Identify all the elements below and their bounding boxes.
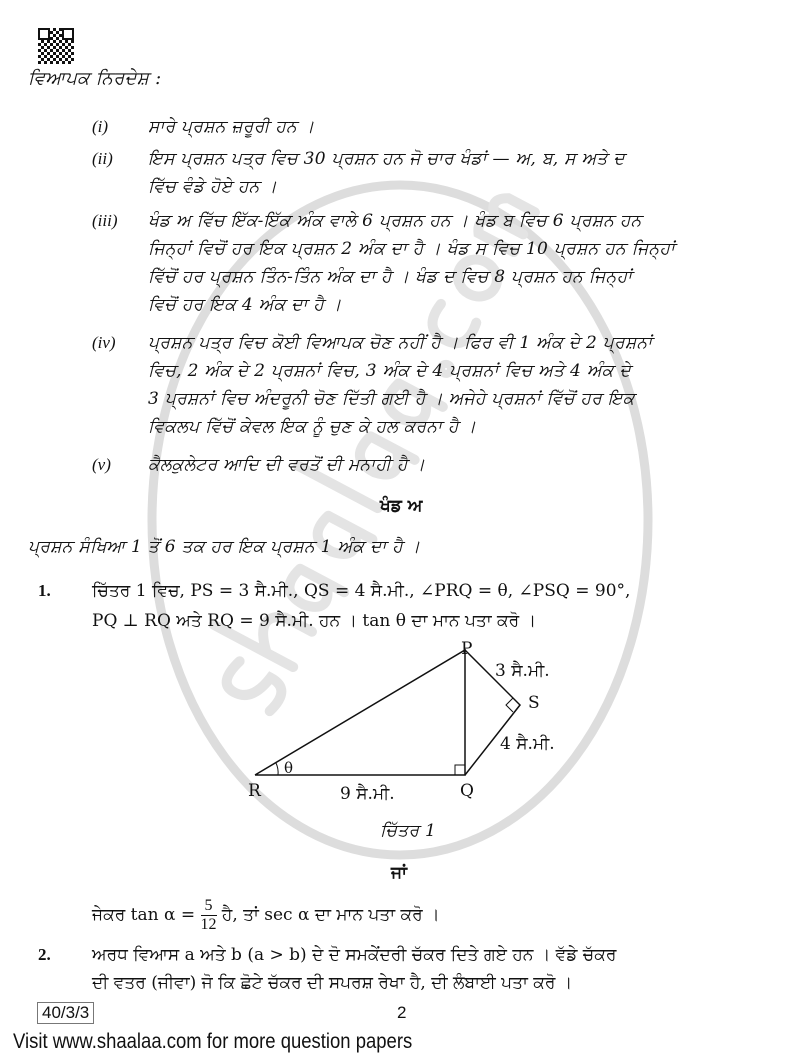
right-angle-s [506, 698, 513, 712]
question-text: PQ ⊥ RQ ਅਤੇ RQ = 9 ਸੈ.ਮੀ. ਹਨ । tan θ ਦਾ ਮਾਨ ਪਤਾ ਕਰੋ । [92, 611, 537, 631]
instruction-line: ਵਿੱਚੋਂ ਹਰ ਪ੍ਰਸ਼ਨ ਤਿੰਨ-ਤਿੰਨ ਅੰਕ ਦਾ ਹੈ । ਖੰਡ ਦ ਵਿਚ 8 ਪ੍ਰਸ਼ਨ ਹਨ ਜਿਨ੍ਹਾਂ [148, 267, 633, 287]
right-angle-q [455, 765, 465, 775]
page-number: 2 [397, 1003, 407, 1022]
instruction-line: ਖੰਡ ਅ ਵਿੱਚ ਇੱਕ-ਇੱਕ ਅੰਕ ਵਾਲੇ 6 ਪ੍ਰਸ਼ਨ ਹਨ । ਖੰਡ ਬ ਵਿਚ 6 ਪ੍ਰਸ਼ਨ ਹਨ [148, 211, 642, 231]
question-number: 1. [38, 581, 51, 600]
page-title: ਵਿਆਪਕ ਨਿਰਦੇਸ਼ : [28, 68, 162, 89]
section-title: ਖੰਡ ਅ [380, 496, 423, 516]
section-note: ਪ੍ਰਸ਼ਨ ਸੰਖਿਆ 1 ਤੋਂ 6 ਤਕ ਹਰ ਇਕ ਪ੍ਰਸ਼ਨ 1 ਅੰਕ ਦਾ ਹੈ । [28, 537, 421, 557]
instruction-line: ਵਿਚੋਂ ਹਰ ਇਕ 4 ਅੰਕ ਦਾ ਹੈ । [148, 295, 342, 315]
alt-text: ਜੇਕਰ tan α = [92, 905, 196, 925]
paper-code: 40/3/3 [37, 1002, 94, 1024]
or-label: ਜਾਂ [391, 863, 407, 883]
alt-text: ਹੈ, ਤਾਂ sec α ਦਾ ਮਾਨ ਪਤਾ ਕਰੋ । [221, 905, 440, 925]
instruction-num: (i) [92, 117, 109, 136]
instruction-line: 3 ਪ੍ਰਸ਼ਨਾਂ ਵਿਚ ਅੰਦਰੂਨੀ ਚੋਣ ਦਿੱਤੀ ਗਈ ਹੈ । ਅਜੇਹੇ ਪ੍ਰਸ਼ਨਾਂ ਵਿੱਚੋਂ ਹਰ ਇਕ [148, 389, 635, 409]
question-text: ਦੀ ਵਤਰ (ਜੀਵਾ) ਜੋ ਕਿ ਛੋਟੇ ਚੱਕਰ ਦੀ ਸਪਰਸ਼ ਰੇਖਾ ਹੈ, ਦੀ ਲੰਬਾਈ ਪਤਾ ਕਰੋ । [92, 973, 573, 993]
numerator: 5 [204, 897, 213, 914]
denominator: 12 [200, 916, 217, 933]
instruction-line: ਵਿਚ, 2 ਅੰਕ ਦੇ 2 ਪ੍ਰਸ਼ਨਾਂ ਵਿਚ, 3 ਅੰਕ ਦੇ 4 ਪ੍ਰਸ਼ਨਾਂ ਵਿਚ ਅਤੇ 4 ਅੰਕ ਦੇ [148, 361, 631, 381]
instruction-line: ਕੈਲਕੁਲੇਟਰ ਆਦਿ ਦੀ ਵਰਤੋਂ ਦੀ ਮਨਾਹੀ ਹੈ । [148, 455, 426, 475]
instruction-line: ਪ੍ਰਸ਼ਨ ਪਤ੍ਰ ਵਿਚ ਕੋਈ ਵਿਆਪਕ ਚੋਣ ਨਹੀਂ ਹੈ । ਫਿਰ ਵੀ 1 ਅੰਕ ਦੇ 2 ਪ੍ਰਸ਼ਨਾਂ [148, 333, 653, 353]
instruction-num: (iii) [92, 211, 118, 230]
instruction-line: ਵਿਕਲਪ ਵਿੱਚੋਂ ਕੇਵਲ ਇਕ ਨੂੰ ਚੁਣ ਕੇ ਹਲ ਕਰਨਾ ਹੈ । [148, 417, 477, 437]
label-rq: 9 ਸੈ.ਮੀ. [340, 784, 395, 804]
instruction-line: ਜਿਨ੍ਹਾਂ ਵਿਚੋਂ ਹਰ ਇਕ ਪ੍ਰਸ਼ਨ 2 ਅੰਕ ਦਾ ਹੈ । ਖੰਡ ਸ ਵਿਚ 10 ਪ੍ਰਸ਼ਨ ਹਨ ਜਿਨ੍ਹਾਂ [148, 239, 675, 259]
footer-link[interactable]: Visit www.shaalaa.com for more question papers [13, 1030, 413, 1053]
label-p: P [461, 639, 473, 659]
instruction-num: (v) [92, 455, 111, 474]
instruction-line: ਸਾਰੇ ਪ੍ਰਸ਼ਨ ਜ਼ਰੂਰੀ ਹਨ । [148, 117, 315, 137]
label-s: S [528, 693, 540, 713]
label-r: R [248, 781, 261, 801]
instruction-num: (ii) [92, 149, 113, 168]
instruction-line: ਇਸ ਪ੍ਰਸ਼ਨ ਪਤ੍ਰ ਵਿਚ 30 ਪ੍ਰਸ਼ਨ ਹਨ ਜੋ ਚਾਰ ਖੰਡਾਂ — ਅ, ਬ, ਸ ਅਤੇ ਦ [148, 149, 625, 169]
label-qs: 4 ਸੈ.ਮੀ. [500, 734, 555, 754]
label-ps: 3 ਸੈ.ਮੀ. [495, 661, 550, 681]
alternative-question [92, 895, 440, 935]
instruction-num: (iv) [92, 333, 116, 352]
label-theta: θ [284, 759, 294, 777]
question-text: ਅਰਧ ਵਿਆਸ a ਅਤੇ b (a > b) ਦੇ ਦੋ ਸਮਕੇਂਦਰੀ ਚੱਕਰ ਦਿਤੇ ਗਏ ਹਨ । ਵੱਡੇ ਚੱਕਰ [92, 945, 617, 965]
label-q: Q [460, 781, 474, 801]
question-text: ਚਿੱਤਰ 1 ਵਿਚ, PS = 3 ਸੈ.ਮੀ., QS = 4 ਸੈ.ਮੀ., ∠PRQ = θ, ∠PSQ = 90°, [92, 581, 631, 601]
instruction-line: ਵਿੱਚ ਵੰਡੇ ਹੋਏ ਹਨ । [148, 177, 278, 197]
figure-caption: ਚਿੱਤਰ 1 [380, 821, 437, 841]
angle-arc-theta [276, 763, 278, 775]
question-number: 2. [38, 945, 51, 964]
fraction [201, 897, 217, 934]
